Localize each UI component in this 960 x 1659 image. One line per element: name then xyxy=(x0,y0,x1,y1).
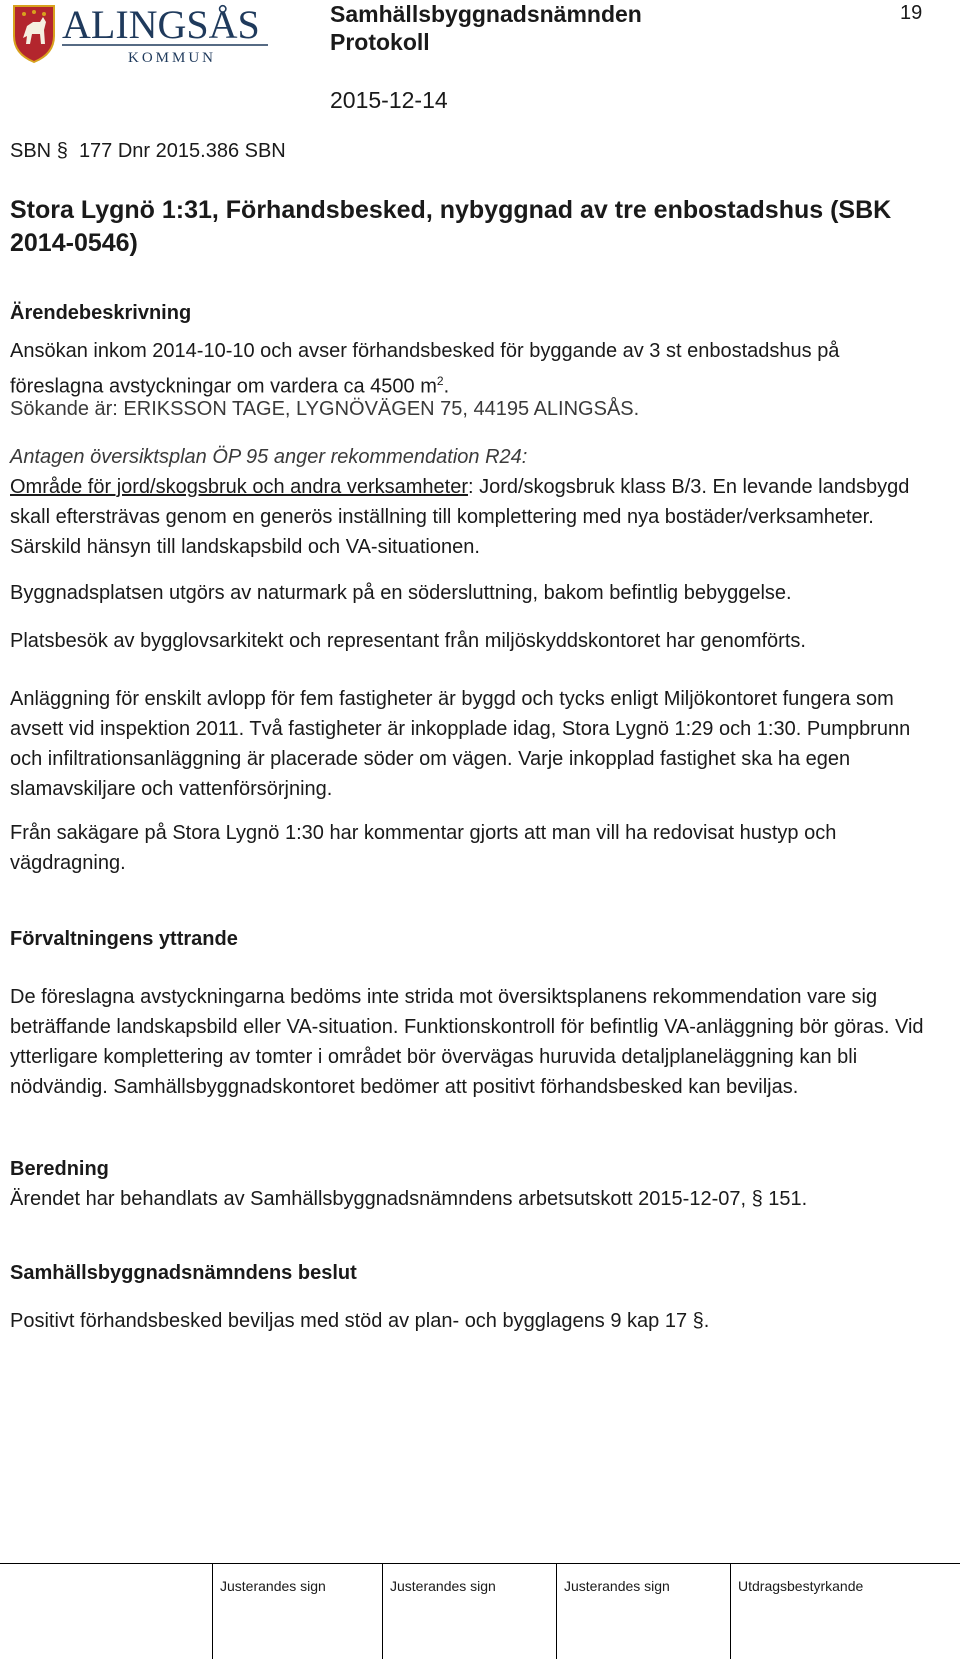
signature-label: Justerandes sign xyxy=(390,1578,496,1594)
superscript-2: 2 xyxy=(436,374,444,388)
prep-text-end: 151. xyxy=(762,1188,808,1210)
description-paragraph xyxy=(10,336,930,402)
case-reference xyxy=(10,138,286,164)
description-heading: Ärendebeskrivning xyxy=(10,302,192,324)
municipality-logo xyxy=(10,0,285,68)
decision-text-end: . xyxy=(703,1310,710,1332)
section-symbol: § xyxy=(56,140,68,162)
decision-text: Positivt förhandsbesked beviljas med stöd av plan- och bygglagens 9 kap 17 xyxy=(10,1310,693,1332)
decision-section-symbol: § xyxy=(692,1310,704,1332)
plan-recommendation xyxy=(10,472,930,562)
plan-rest: : Jord/skogsbruk klass B/3. En levande landsbygd skall eftersträvas genom en generös inställning till komplettering med nya bostäder/verksamheter. Särskild hänsyn till landskapsbild och VA-situationen. xyxy=(10,476,910,558)
signature-box-3 xyxy=(556,1563,730,1659)
decision-heading: Samhällsbyggnadsnämndens beslut xyxy=(10,1262,357,1284)
crest-icon xyxy=(10,0,285,68)
prep-section-symbol: § xyxy=(751,1188,763,1210)
case-number: 177 Dnr 2015.386 SBN xyxy=(78,140,286,162)
case-title: Stora Lygnö 1:31, Förhandsbesked, nybyggnad av tre enbostadshus (SBK 2014-0546) xyxy=(10,196,892,257)
plan-italic: Antagen översiktsplan ÖP 95 anger rekommendation R24: xyxy=(10,446,528,468)
extract-certification-box xyxy=(730,1563,960,1659)
page-number: 19 xyxy=(900,2,923,24)
logo-subtext: KOMMUN xyxy=(128,50,217,66)
description-period: . xyxy=(443,375,450,398)
admin-paragraph: De föreslagna avstyckningarna bedöms inte strida mot översiktsplanens rekommendation vare sig beträffande landskapsbild eller VA-situation. Funktionskontroll för befintlig VA-anläggning bör göras. Vid ytterligare komplettering av tomter i området bör övervägas huruvida detaljplaneläggning kan bli nödvändig. Samhällsbyggnadskontoret bedömer att positivt förhandsbesked kan beviljas. xyxy=(10,986,924,1098)
extract-label: Utdragsbestyrkande xyxy=(738,1578,864,1594)
prep-paragraph xyxy=(10,1184,930,1214)
committee-name: Samhällsbyggnadsnämnden xyxy=(330,1,642,27)
description-text: Ansökan inkom 2014-10-10 och avser förhandsbesked för byggande av 3 st enbostadshus på föreslagna avstyckningar om vardera ca 4500 m xyxy=(10,340,840,398)
logo-text: ALINGSÅS xyxy=(62,2,260,47)
admin-heading: Förvaltningens yttrande xyxy=(10,928,238,950)
meeting-date: 2015-12-14 xyxy=(330,87,448,113)
prep-text: Ärendet har behandlats av Samhällsbyggnadsnämndens arbetsutskott 2015-12-07, xyxy=(10,1188,752,1210)
decision-paragraph xyxy=(10,1306,930,1336)
plan-paragraph xyxy=(10,442,930,472)
signature-box-2 xyxy=(382,1563,556,1659)
prep-heading: Beredning xyxy=(10,1158,109,1180)
case-prefix: SBN xyxy=(10,140,52,162)
owner-paragraph: Från sakägare på Stora Lygnö 1:30 har kommentar gjorts att man vill ha redovisat hustyp och vägdragning. xyxy=(10,822,837,874)
applicant-paragraph: Sökande är: ERIKSSON TAGE, LYGNÖVÄGEN 75, 44195 ALINGSÅS. xyxy=(10,398,640,420)
sewage-paragraph: Anläggning för enskilt avlopp för fem fastigheter är byggd och tycks enligt Miljökontoret fungera som avsett vid inspektion 2011. Två fastigheter är inkopplade idag, Stora Lygnö 1:29 och 1:30. Pumpbrunn och infiltrationsanläggning är placerade söder om vägen. Varje inkopplad fastighet ska ha egen slamavskiljare och vattenförsörjning. xyxy=(10,688,911,800)
plan-underlined: Område för jord/skogsbruk och andra verksamheter xyxy=(10,476,468,498)
visit-paragraph: Platsbesök av bygglovsarkitekt och representant från miljöskyddskontoret har genomförts. xyxy=(10,630,806,652)
signature-box-1 xyxy=(212,1563,382,1659)
signature-label: Justerandes sign xyxy=(220,1578,326,1594)
site-paragraph: Byggnadsplatsen utgörs av naturmark på en södersluttning, bakom befintlig bebyggelse. xyxy=(10,582,792,604)
signature-label: Justerandes sign xyxy=(564,1578,670,1594)
document-type: Protokoll xyxy=(330,29,430,55)
